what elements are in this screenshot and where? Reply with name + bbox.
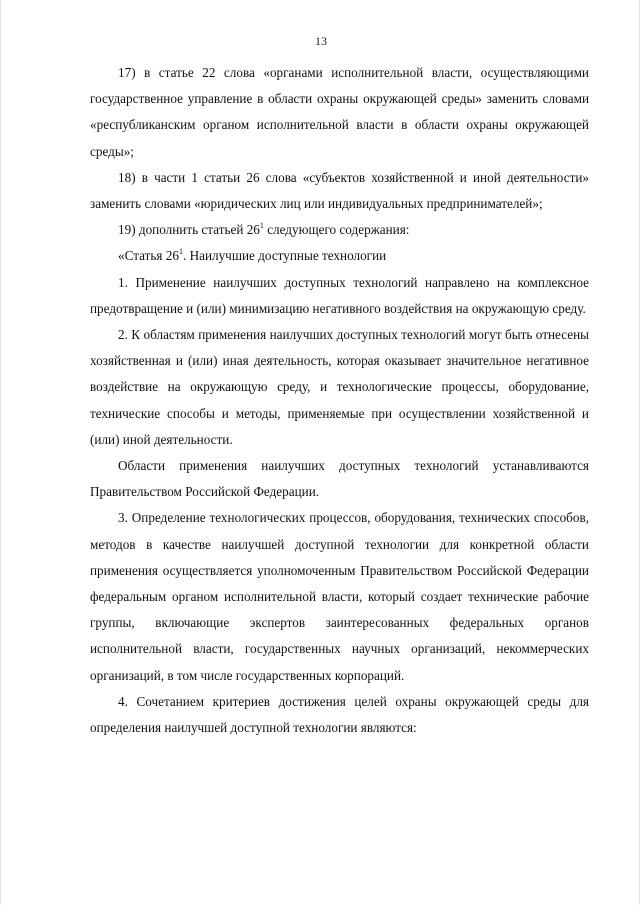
paragraph-18: 18) в части 1 статьи 26 слова «субъектов хозяйственной и иной деятельности» заменить словами «юридических лиц или индивидуальных предпринимателей»; bbox=[90, 169, 589, 212]
article-item-3: 3. Определение технологических процессов, оборудования, технических способов, методов в качестве наилучшей доступной технологии для конкретной области применения осуществляется уполномоченным Правительством Российской Федерации федеральным органом исполнительной власти, который создает технические рабочие группы, включающие экспертов заинтересованных федеральных органов исполнительной власти, государственных научных организаций, некоммерческих организаций, в том числе государственных корпораций. bbox=[90, 510, 589, 683]
article-item-4: 4. Сочетанием критериев достижения целей охраны окружающей среды для определения наилучшей доступной технологии являются: bbox=[90, 693, 589, 736]
paragraph-19-after: следующего содержания: bbox=[263, 222, 410, 238]
paragraph-19 bbox=[90, 217, 589, 243]
article-title-before: «Статья 26 bbox=[118, 248, 179, 264]
article-item-1: 1. Применение наилучших доступных технологий направлено на комплексное предотвращение и (или) минимизацию негативного воздействия на окружающую среду. bbox=[90, 274, 589, 316]
article-item-2: 2. К областям применения наилучших доступных технологий могут быть отнесены хозяйственная и (или) иная деятельность, которая оказывает значительное негативное воздействие на окружающую среду, и технологические процессы, оборудование, технические способы и методы, применяемые при осуществлении хозяйственной и (или) иной деятельности. bbox=[90, 327, 589, 447]
page-number: 13 bbox=[315, 34, 327, 48]
paragraph-17: 17) в статье 22 слова «органами исполнительной власти, осуществляющими государственное управление в области охраны окружающей среды» заменить словами «республиканским органом исполнительной власти в области охраны окружающей среды»; bbox=[90, 65, 589, 159]
paragraph-19-superscript: 1 bbox=[259, 221, 264, 231]
paragraph-19-before: 19) дополнить статьей 26 bbox=[118, 222, 260, 238]
document-body bbox=[90, 60, 589, 741]
article-title-superscript: 1 bbox=[178, 247, 183, 257]
article-item-2-continued: Области применения наилучших доступных технологий устанавливаются Правительством Российской Федерации. bbox=[90, 458, 589, 500]
article-title bbox=[90, 243, 589, 269]
article-title-after: . Наилучшие доступные технологии bbox=[182, 248, 387, 264]
